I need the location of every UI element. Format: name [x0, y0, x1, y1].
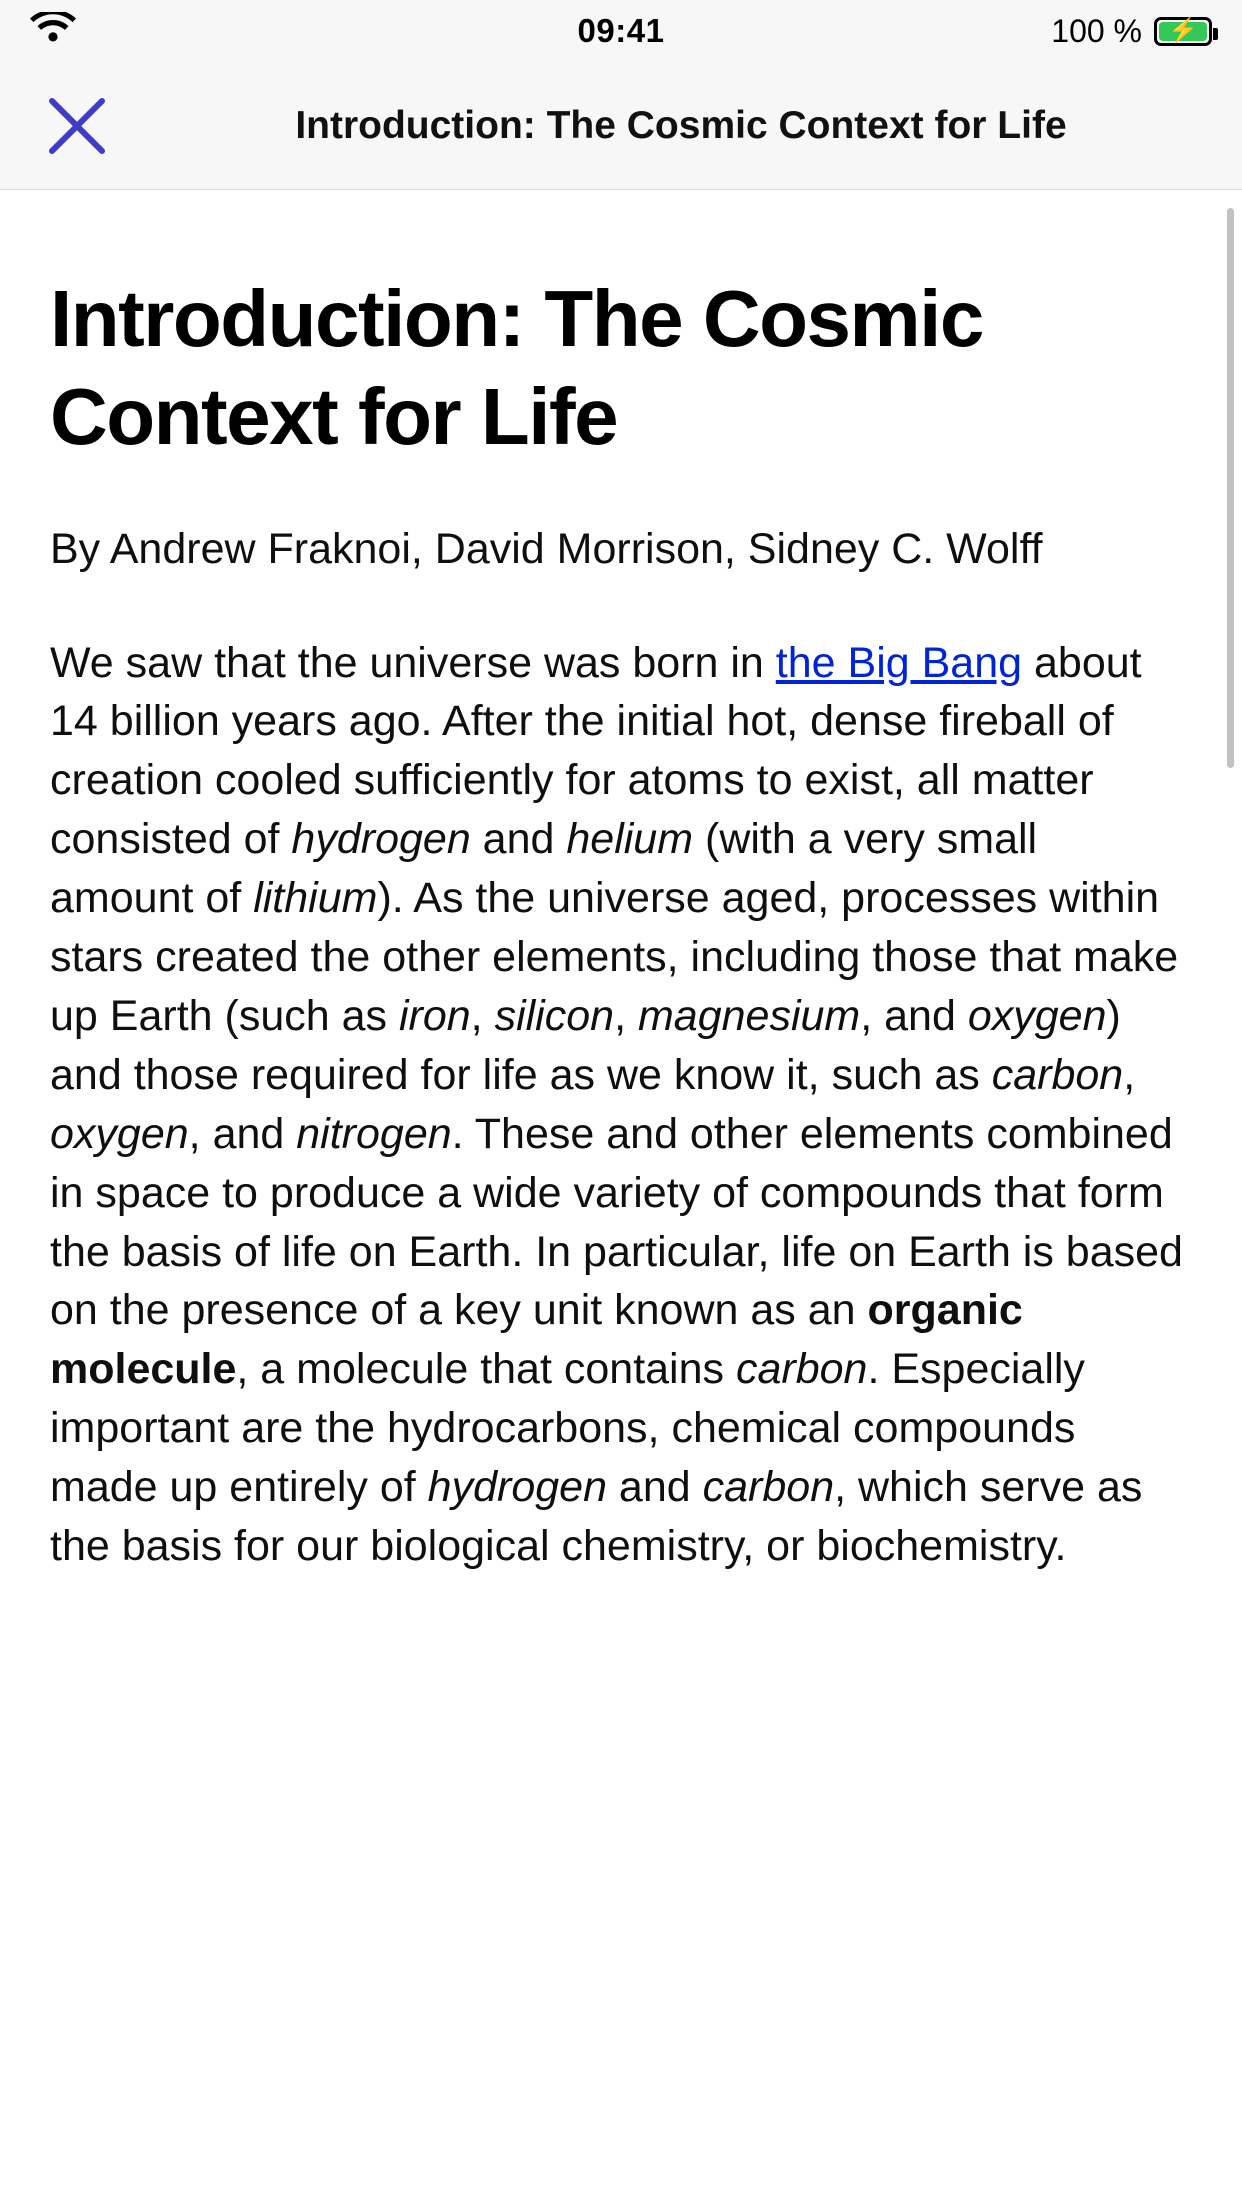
- emphasis-magnesium: magnesium: [637, 991, 861, 1040]
- emphasis-carbon-3: carbon: [702, 1463, 835, 1512]
- text-segment: ). As the universe aged, processes within stars created the other elements, including those that make up Earth (such as: [50, 874, 1179, 1040]
- article-heading: Introduction: The Cosmic Context for Life: [50, 274, 983, 461]
- close-button[interactable]: [22, 71, 132, 181]
- clock-time: 09:41: [577, 12, 665, 49]
- text-segment: We saw that the universe was born in: [50, 638, 776, 687]
- article-scroll-area[interactable]: [0, 190, 1242, 2207]
- text-segment: ,: [614, 991, 638, 1040]
- text-segment: . Especially important are the hydrocarbons, chemical compounds made up entirely of: [50, 1345, 1085, 1512]
- emphasis-silicon: silicon: [494, 991, 615, 1040]
- emphasis-nitrogen: nitrogen: [296, 1109, 452, 1158]
- article-paragraph-1: [50, 634, 1192, 1577]
- text-segment: about 14 billion years ago. After the initial hot, dense fireball of creation cooled sufficiently for atoms to exist, all matter consisted of: [50, 638, 1142, 864]
- text-segment: ,: [470, 991, 495, 1040]
- text-segment: ,: [1123, 1050, 1136, 1099]
- emphasis-hydrogen: hydrogen: [291, 815, 471, 864]
- emphasis-iron: iron: [398, 991, 471, 1040]
- text-segment: (with a very small amount of: [50, 815, 1038, 923]
- status-bar-left: [30, 12, 76, 51]
- emphasis-carbon: carbon: [991, 1050, 1124, 1099]
- battery-charging-icon: ⚡: [1154, 17, 1212, 46]
- emphasis-lithium: lithium: [253, 874, 378, 923]
- emphasis-oxygen-2: oxygen: [50, 1109, 189, 1158]
- text-segment: and: [606, 1463, 703, 1512]
- emphasis-carbon-2: carbon: [735, 1345, 868, 1394]
- text-segment: ) and those required for life as we know it, such as: [50, 991, 1121, 1099]
- strong-organic-molecule: organic molecule: [50, 1286, 1023, 1394]
- emphasis-hydrogen-2: hydrogen: [427, 1463, 607, 1512]
- status-bar: [0, 0, 1242, 62]
- text-segment: . These and other elements combined in space to produce a wide variety of compounds that form the basis of life on Earth. In particular, life on Earth is based on the presence of a key unit known as an: [50, 1109, 1183, 1335]
- nav-bar: [0, 62, 1242, 190]
- text-segment: , a molecule that contains: [236, 1345, 736, 1394]
- status-bar-right: [1051, 13, 1212, 50]
- article-byline: By Andrew Fraknoi, David Morrison, Sidney C. Wolff: [50, 525, 1043, 574]
- text-segment: , which serve as the basis for our biological chemistry, or biochemistry.: [50, 1463, 1143, 1571]
- scrollbar[interactable]: [1227, 208, 1234, 2207]
- text-segment: , and: [860, 991, 968, 1040]
- text-segment: and: [470, 815, 567, 864]
- link-the-big-bang[interactable]: the Big Bang: [775, 638, 1023, 687]
- emphasis-helium: helium: [566, 815, 694, 864]
- wifi-icon: [30, 12, 76, 51]
- close-icon: [46, 95, 108, 157]
- scrollbar-thumb[interactable]: [1227, 208, 1234, 768]
- battery-percent-label: 100 %: [1051, 12, 1142, 49]
- text-segment: , and: [188, 1109, 297, 1158]
- emphasis-oxygen: oxygen: [967, 991, 1107, 1040]
- page-title: Introduction: The Cosmic Context for Life: [295, 103, 1067, 147]
